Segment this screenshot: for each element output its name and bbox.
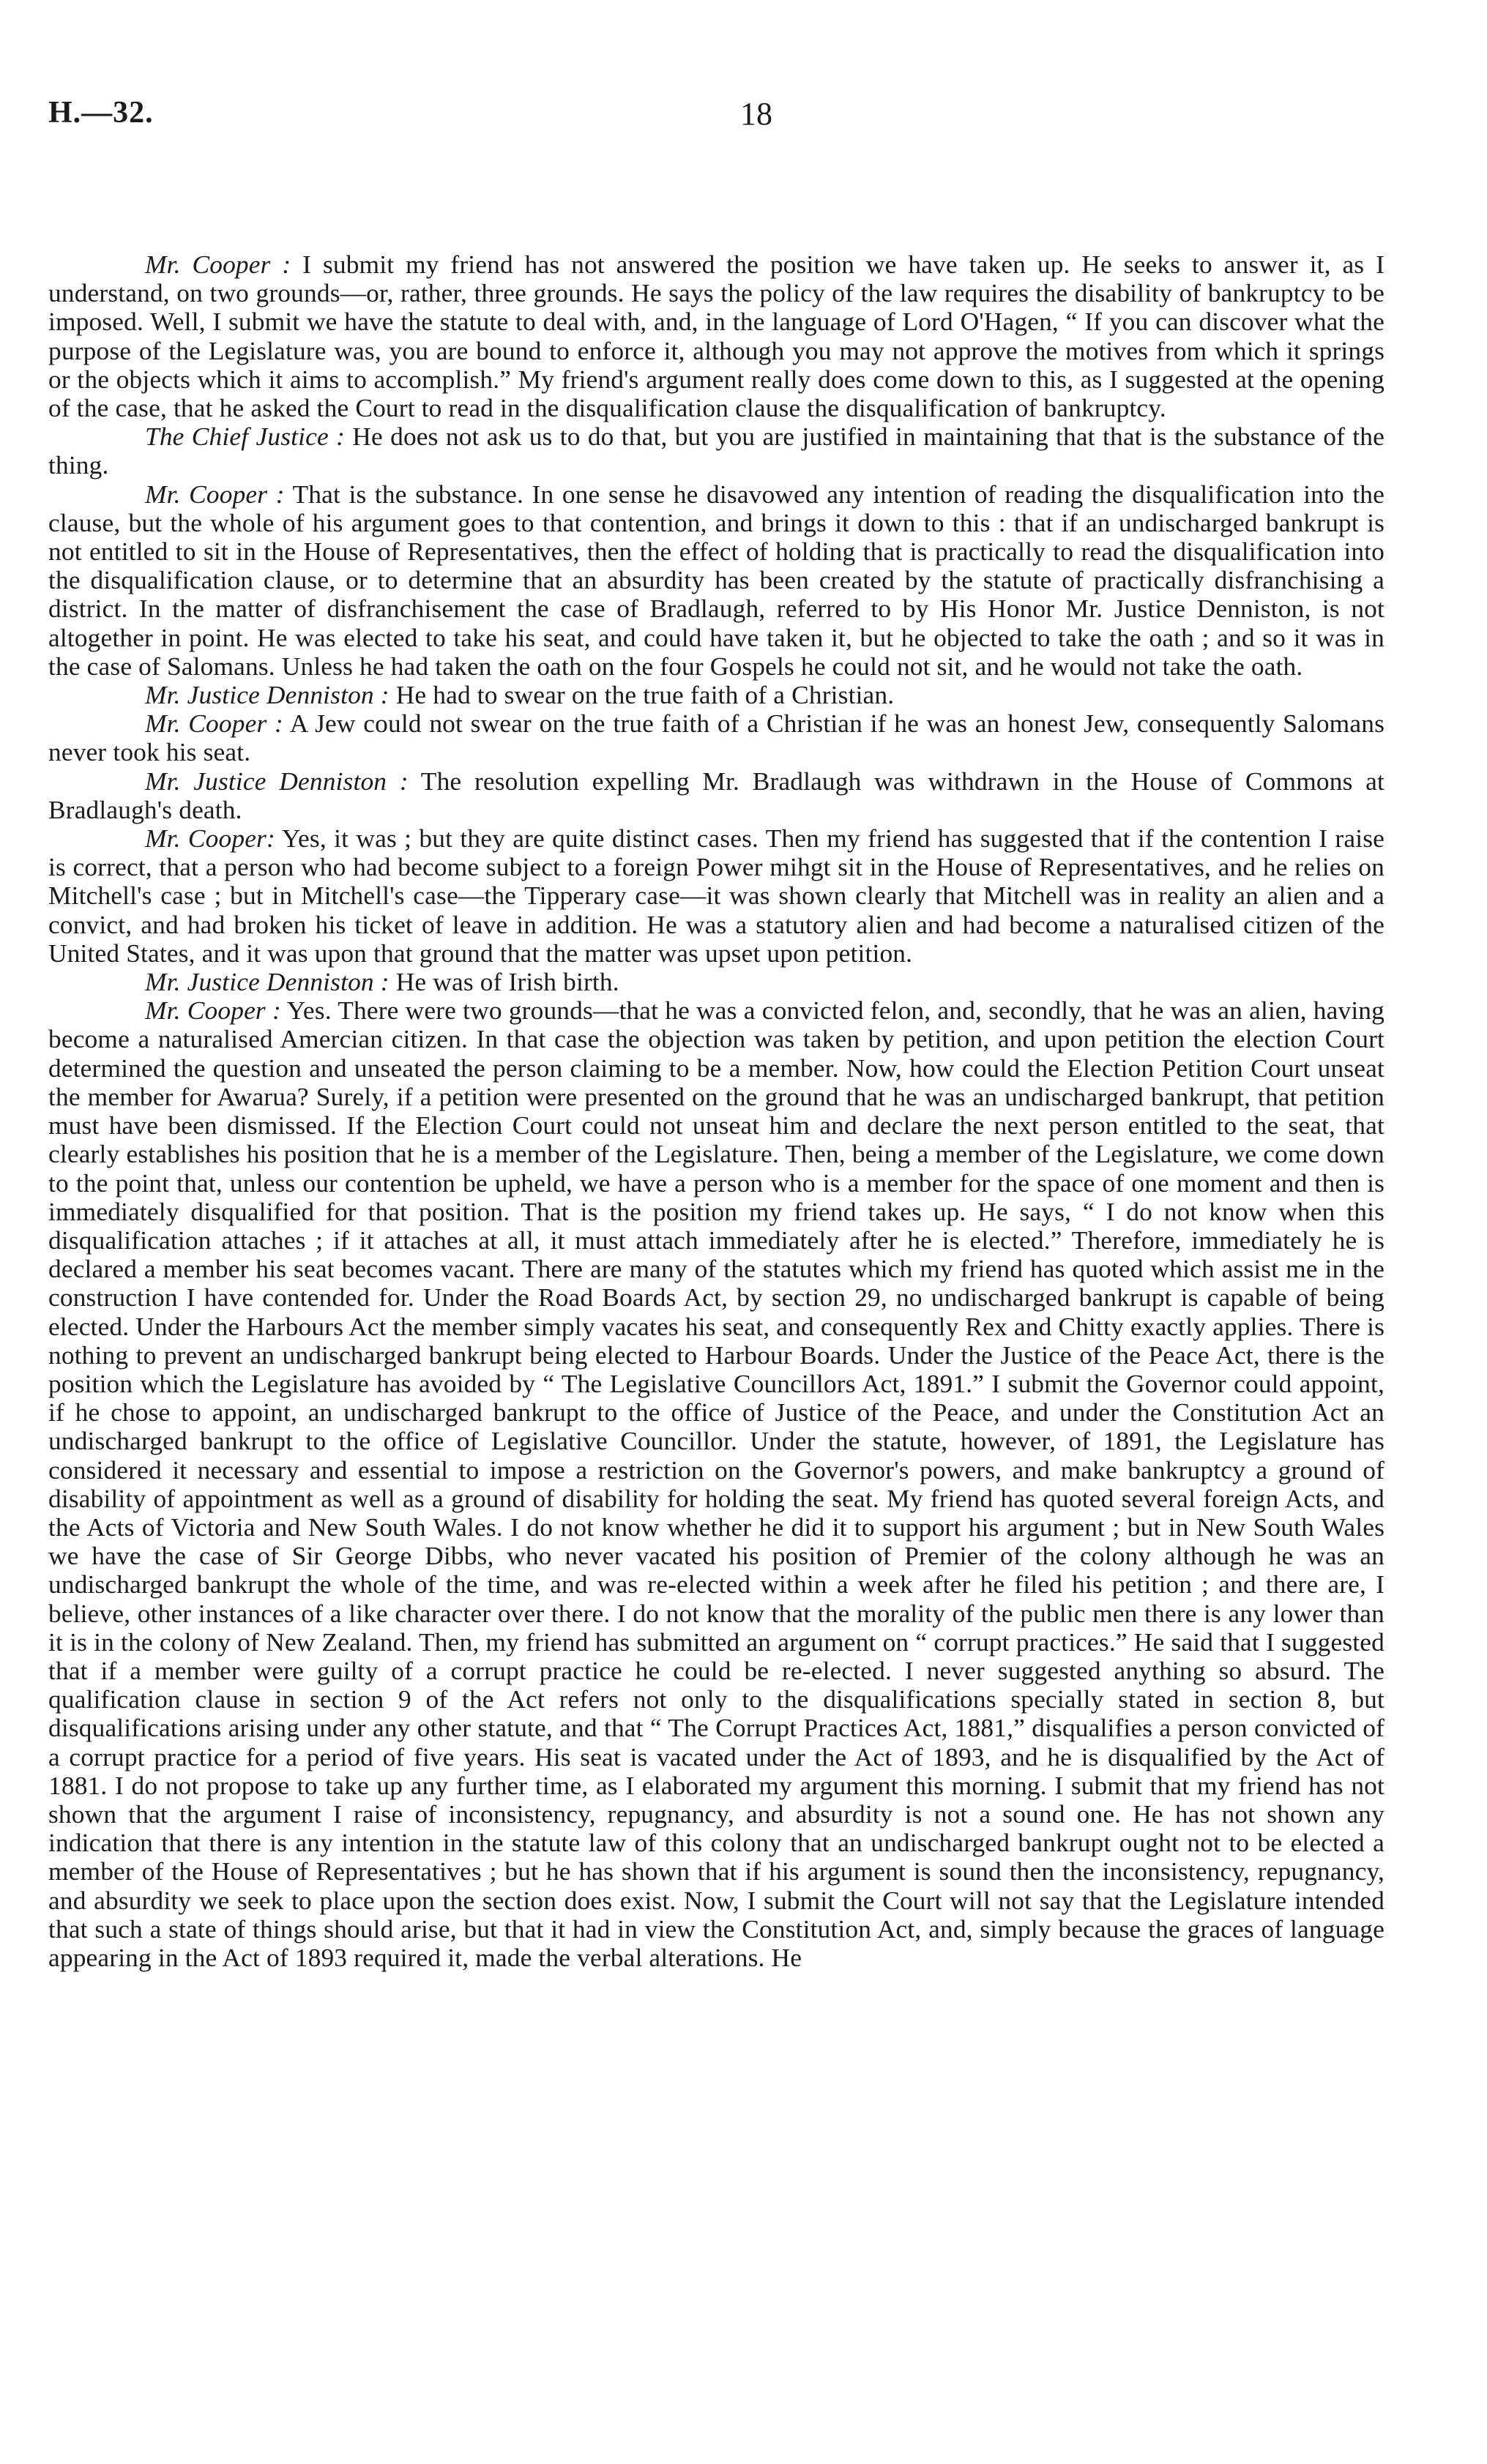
speaker-name: Mr. Cooper :	[145, 479, 285, 509]
speaker-name: Mr. Cooper:	[145, 824, 275, 854]
page-header	[48, 95, 1384, 161]
paragraph	[48, 767, 1384, 824]
document-reference: H.—32.	[48, 96, 154, 130]
paragraph	[48, 968, 1384, 996]
paragraph	[48, 709, 1384, 766]
paragraph-text: I submit my friend has not answered the position we have taken up. He seeks to answer it, as I understand, on two grounds—or, rather, three grounds. He says the policy of the law requires the disability of bankruptcy to be imposed. Well, I submit we have the statute to deal with, and, in the language of Lord O'Hagen, “ If you can discover what the purpose of the Legislature was, you are bound to enforce it, although you may not approve the motives from which it springs or the objects which it aims to accomplish.” My friend's argument really does come down to this, as I suggested at the opening of the case, that he asked the Court to read in the disqualification clause the disqualification of bankruptcy.	[48, 250, 1384, 423]
paragraph-text: Yes. There were two grounds—that he was a convicted felon, and, secondly, that he was an alien, having become a naturalised Amercian citizen. In that case the objection was taken by petition, and upon petition the election Court determined the question and unseated the person claiming to be a member. Now, how could the Election Petition Court unseat the member for Awarua? Surely, if a petition were presented on the ground that he was an undischarged bankrupt, that petition must have been dismissed. If the Election Court could not unseat him and declare the next person entitled to the seat, that clearly establishes his position that he is a member of the Legislature. Then, being a member of the Legislature, we come down to the point that, unless our contention be upheld, we have a person who is a member for the space of one moment and then is immediately disqualified for that position. That is the position my friend takes up. He says, “ I do not know when this disqualification attaches ; if it attaches at all, it must attach immediately after he is elected.” Therefore, immediately he is declared a member his seat becomes vacant. There are many of the statutes which my friend has quoted which assist me in the construction I have contended for. Under the Road Boards Act, by section 29, no undischarged bankrupt is capable of being elected. Under the Harbours Act the member simply vacates his seat, and consequently Rex and Chitty exactly applies. There is nothing to prevent an undischarged bankrupt being elected to Harbour Boards. Under the Justice of the Peace Act, there is the position which the Legislature has avoided by “ The Legislative Councillors Act, 1891.” I submit the Governor could appoint, if he chose to appoint, an undischarged bankrupt to the office of Justice of the Peace, and under the Constitution Act an undischarged bankrupt to the office of Legislative Councillor. Under the statute, however, of 1891, the Legislature has considered it necessary and essential to impose a restriction on the Governor's powers, and make bankruptcy a ground of disability of appointment as well as a ground of disability for holding the seat. My friend has quoted several foreign Acts, and the Acts of Victoria and New South Wales. I do not know whether he did it to support his argument ; but in New South Wales we have the case of Sir George Dibbs, who never vacated his position of Premier of the colony although he was an undischarged bankrupt the whole of the time, and was re-elected within a week after he filed his petition ; and there are, I believe, other instances of a like character over there. I do not know that the morality of the public men there is any lower than it is in the colony of New Zealand. Then, my friend has submitted an argument on “ corrupt practices.” He said that I suggested that if a member were guilty of a corrupt practice he could be re-elected. I never suggested anything so absurd. The qualification clause in section 9 of the Act refers not only to the disqualifications specially stated in section 8, but disqualifications arising under any other statute, and that “ The Corrupt Practices Act, 1881,” disqualifies a person convicted of a corrupt practice for a period of five years. His seat is vacated under the Act of 1893, and he is disqualified by the Act of 1881. I do not propose to take up any further time, as I elaborated my argument this morning. I submit that my friend has not shown that the argument I raise of inconsistency, repugnancy, and absurdity is not a sound one. He has not shown any indication that there is any intention in the statute law of this colony that an undischarged bankrupt ought not to be elected a member of the House of Representatives ; but he has shown that if his argument is sound then the inconsistency, repugnancy, and absurdity we seek to place upon the section does exist. Now, I submit the Court will not say that the Legislature intended that such a state of things should arise, but that it had in view the Constitution Act, and, simply because the graces of language appearing in the Act of 1893 required it, made the verbal alterations. He	[48, 996, 1384, 1972]
page-number: 18	[740, 96, 772, 132]
paragraph-text: A Jew could not swear on the true faith of a Christian if he was an honest Jew, consequently Salomans never took his seat.	[48, 709, 1384, 767]
paragraph-text: The resolution expelling Mr. Bradlaugh was withdrawn in the House of Commons at Bradlaugh's death.	[48, 766, 1385, 824]
speaker-name: Mr. Cooper :	[145, 250, 291, 279]
paragraph	[48, 996, 1384, 1972]
speaker-name: Mr. Cooper :	[145, 709, 283, 739]
speaker-name: Mr. Justice Denniston :	[145, 967, 390, 997]
paragraph	[48, 824, 1384, 968]
paragraph-text: He does not ask us to do that, but you are justified in maintaining that that is the substance of the thing.	[48, 422, 1384, 480]
paragraph-text: That is the substance. In one sense he disavowed any intention of reading the disqualification into the clause, but the whole of his argument goes to that contention, and brings it down to this : that if an undischarged bankrupt is not entitled to sit in the House of Representatives, then the effect of holding that is practically to read the disqualification into the disqualification clause, or to determine that an absurdity has been created by the statute of practically disfranchising a district. In the matter of disfranchisement the case of Bradlaugh, referred to by His Honor Mr. Justice Denniston, is not altogether in point. He was elected to take his seat, and could have taken it, but he objected to take the oath ; and so it was in the case of Salomans. Unless he had taken the oath on the four Gospels he could not sit, and he would not take the oath.	[48, 479, 1384, 681]
paragraph	[48, 681, 1384, 709]
paragraph-text: He was of Irish birth.	[389, 967, 619, 997]
paragraph-text: Yes, it was ; but they are quite distinct cases. Then my friend has suggested that if the contention I raise is correct, that a person who had become subject to a foreign Power mihgt sit in the House of Representatives, and he relies on Mitchell's case ; but in Mitchell's case—the Tipperary case—it was shown clearly that Mitchell was in reality an alien and a convict, and had broken his ticket of leave in addition. He was a statutory alien and had become a naturalised citizen of the United States, and it was upon that ground that the matter was upset upon petition.	[48, 824, 1384, 968]
document-body	[48, 250, 1384, 1972]
speaker-name: Mr. Justice Denniston :	[145, 766, 409, 796]
paragraph	[48, 250, 1384, 422]
speaker-name: Mr. Justice Denniston :	[145, 680, 390, 710]
paragraph	[48, 480, 1384, 681]
speaker-name: Mr. Cooper :	[145, 996, 281, 1026]
paragraph-text: He had to swear on the true faith of a Christian.	[389, 680, 895, 710]
paragraph	[48, 422, 1384, 479]
speaker-name: The Chief Justice :	[145, 422, 346, 452]
